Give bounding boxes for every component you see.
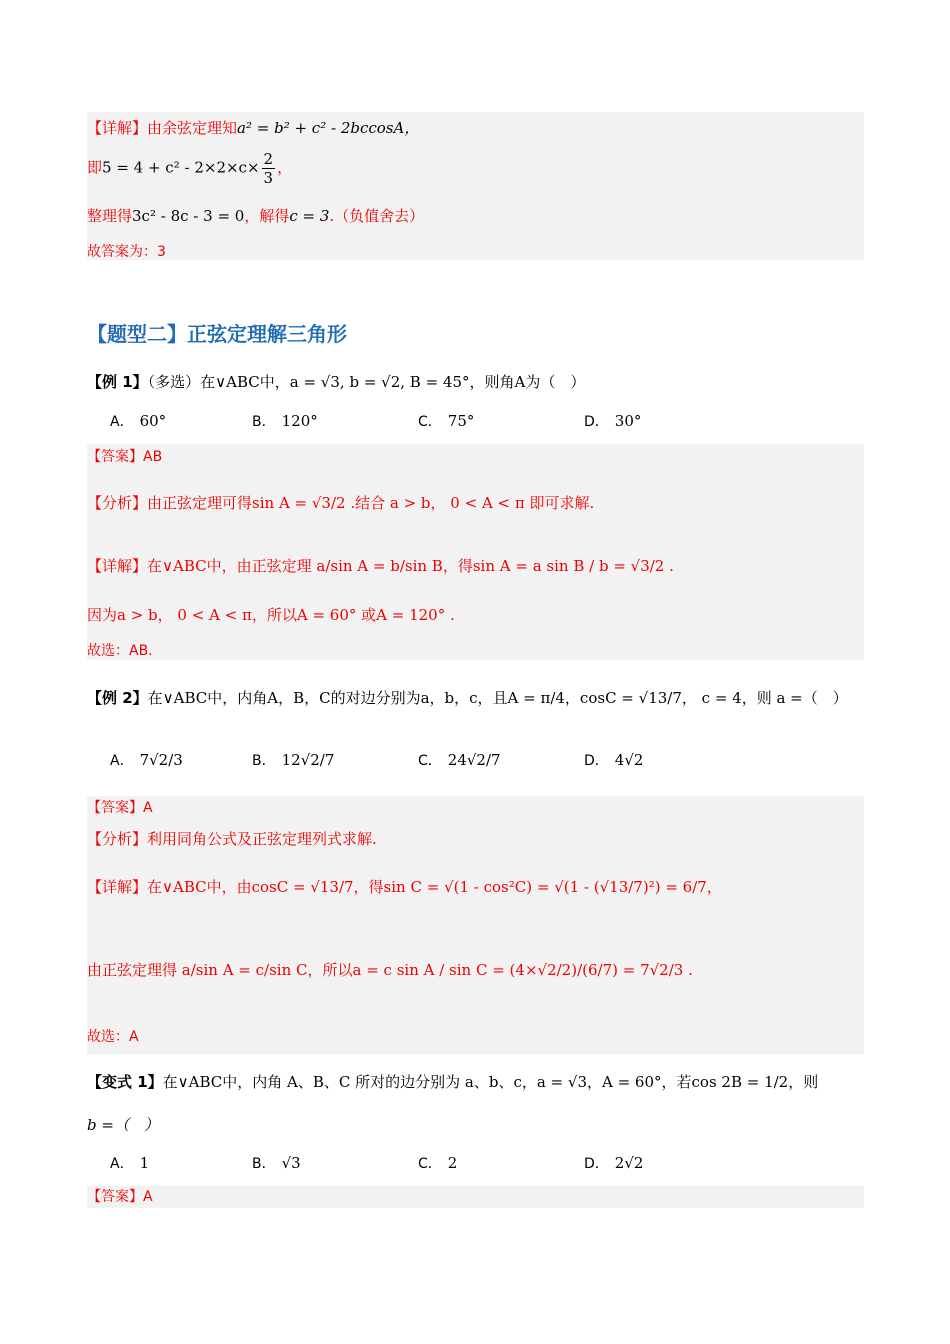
line3-result: c = 3	[289, 207, 330, 225]
formula-cosine-law: a² = b² + c² - 2bccosA，	[237, 119, 420, 137]
variant1-question: 【变式 1】在∨ABC中，内角 A、B、C 所对的边分别为 a、b、c，a = √3，A = 60°，若cos 2B = 1/2，则	[87, 1073, 819, 1091]
section-heading: 【题型二】正弦定理解三角形	[87, 322, 347, 346]
variant1-question-2: b =（ ）	[87, 1116, 159, 1134]
example1-detail: 【详解】在∨ABC中，由正弦定理 a/sin A = b/sin B，得sin A = a sin B / b = √3/2 .	[87, 557, 674, 575]
variant1-option-c[interactable]: C． 2	[418, 1154, 458, 1172]
example1-choose: 故选：AB.	[87, 643, 153, 659]
detail-text: 由余弦定理知	[147, 119, 238, 137]
variant1-answer: 【答案】A	[87, 1189, 153, 1205]
detail-line-1	[87, 118, 419, 138]
line3-prefix: 整理得	[87, 207, 133, 225]
variant1-option-a[interactable]: A． 1	[110, 1154, 150, 1172]
line2-formula: 5 = 4 + c² - 2×2×c×	[102, 158, 260, 177]
example1-question	[87, 372, 585, 392]
example1-label: 【例 1】	[87, 373, 148, 391]
example2-answer: 【答案】A	[87, 800, 153, 816]
answer-line-1: 故答案为：3	[87, 244, 166, 260]
example1-answer: 【答案】AB	[87, 449, 163, 465]
example2-analysis: 【分析】利用同角公式及正弦定理列式求解.	[87, 830, 377, 848]
example2-question: 【例 2】在∨ABC中，内角A，B，C的对边分别为a，b，c，且A = π/4，cosC = √13/7， c = 4，则 a =（ ）	[87, 689, 848, 707]
example2-option-c[interactable]: C． 24√2/7	[418, 751, 501, 769]
solution-box-4	[87, 1186, 864, 1208]
example1-option-b[interactable]: B． 120°	[252, 412, 318, 430]
fraction-two-thirds: $\frac{2}{3}$	[263, 150, 274, 187]
example2-choose: 故选：A	[87, 1029, 139, 1045]
solution-box-2	[87, 444, 864, 660]
example1-reason: 因为a > b， 0 < A < π，所以A = 60° 或A = 120° .	[87, 606, 455, 624]
example1-text: （多选）在∨ABC中，a = √3, b = √2, B = 45°，则角A为（ ）	[147, 373, 586, 391]
example2-option-d[interactable]: D． 4√2	[584, 751, 644, 769]
line2-prefix: 即	[87, 158, 103, 177]
detail-label: 【详解】	[87, 119, 148, 137]
example2-option-b[interactable]: B． 12√2/7	[252, 751, 335, 769]
example2-option-a[interactable]: A． 7√2/3	[110, 751, 183, 769]
line3-mid: ，解得	[244, 207, 290, 225]
detail-line-3	[87, 206, 424, 226]
variant1-option-d[interactable]: D． 2√2	[584, 1154, 644, 1172]
example1-option-d[interactable]: D． 30°	[584, 412, 642, 430]
example1-option-c[interactable]: C． 75°	[418, 412, 475, 430]
line3-suffix: .（负值舍去）	[329, 207, 425, 225]
line3-formula: 3c² - 8c - 3 = 0	[132, 207, 245, 225]
detail-line-2: 即5 = 4 + c² - 2×2×c× $\frac{2}{3}$ ，	[87, 150, 293, 187]
example2-detail: 【详解】在∨ABC中，由cosC = √13/7，得sin C = √(1 - cos²C) = √(1 - (√13/7)²) = 6/7，	[87, 878, 722, 896]
example1-option-a[interactable]: A． 60°	[110, 412, 167, 430]
example2-detail2: 由正弦定理得 a/sin A = c/sin C，所以a = c sin A / sin C = (4×√2/2)/(6/7) = 7√2/3 .	[87, 961, 693, 979]
variant1-option-b[interactable]: B． √3	[252, 1154, 301, 1172]
example1-analysis: 【分析】由正弦定理可得sin A = √3/2 .结合 a > b， 0 < A < π 即可求解.	[87, 494, 595, 512]
